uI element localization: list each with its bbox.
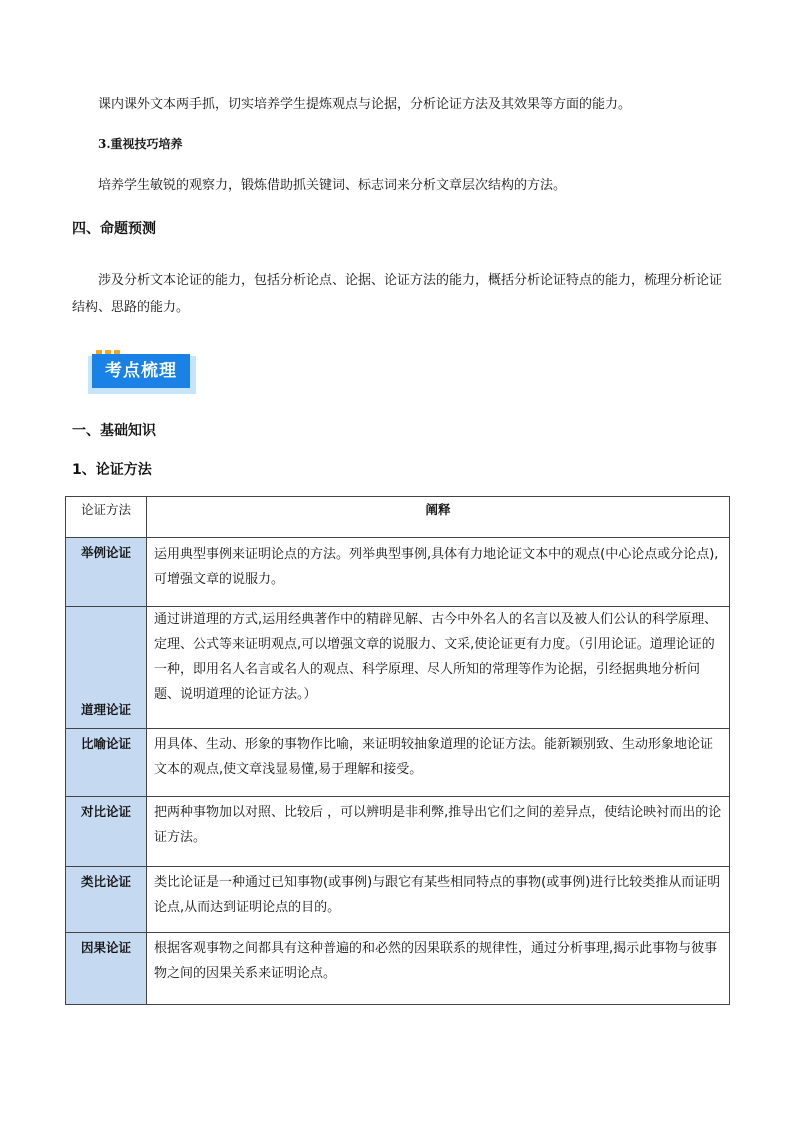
row-name: 举例论证	[66, 538, 147, 607]
table-row	[66, 607, 730, 729]
sub-heading-skills: 3.重视技巧培养	[98, 137, 183, 151]
row-desc: 类比论证是一种通过已知事物(或事例)与跟它有某些相同特点的事物(或事例)进行比较类推从而证明论点,从而达到证明论点的目的。	[147, 867, 730, 933]
table-header-name: 论证方法	[66, 497, 147, 538]
section-banner	[88, 350, 196, 394]
row-name: 类比论证	[66, 867, 147, 933]
row-desc: 把两种事物加以对照、比较后 ，可以辨明是非利弊,推导出它们之间的差异点，使结论映衬而出的论证方法。	[147, 797, 730, 867]
table-row	[66, 933, 730, 1005]
row-desc: 用具体、生动、形象的事物作比喻，来证明较抽象道理的论证方法。能新颖别致、生动形象地论证文本的观点,使文章浅显易懂,易于理解和接受。	[147, 729, 730, 797]
row-name: 因果论证	[66, 933, 147, 1005]
skills-paragraph: 培养学生敏锐的观察力，锻炼借助抓关键词、标志词来分析文章层次结构的方法。	[98, 178, 567, 193]
row-name: 比喻论证	[66, 729, 147, 797]
section-heading-prediction: 四、命题预测	[72, 221, 156, 237]
table-row	[66, 538, 730, 607]
methods-table	[65, 496, 730, 1005]
prediction-paragraph: 涉及分析文本论证的能力，包括分析论点、论据、论证方法的能力，概括分析论证特点的能力，梳理分析论证结构、思路的能力。	[72, 273, 723, 315]
table-header-desc: 阐释	[147, 497, 730, 538]
row-name: 道理论证	[66, 607, 147, 729]
table-row	[66, 797, 730, 867]
intro-paragraph: 课内课外文本两手抓，切实培养学生提炼观点与论据，分析论证方法及其效果等方面的能力。	[98, 97, 632, 112]
row-desc: 通过讲道理的方式,运用经典著作中的精辟见解、古今中外名人的名言以及被人们公认的科学原理、定理、公式等来证明观点,可以增强文章的说服力、文采,使论证更有力度。（引用论证。道理论证的一种，即用名人名言或名人的观点、科学原理、尽人所知的常理等作为论据，引经据典地分析问题、说明道理的论证方法。）	[147, 607, 730, 729]
row-desc: 运用典型事例来证明论点的方法。列举典型事例,具体有力地论证文本中的观点(中心论点或分论点),可增强文章的说服力。	[147, 538, 730, 607]
banner-label: 考点梳理	[92, 354, 190, 388]
section-subheading-methods: 1、论证方法	[72, 462, 152, 478]
table-header-row	[66, 497, 730, 538]
table-row	[66, 867, 730, 933]
row-name: 对比论证	[66, 797, 147, 867]
row-desc: 根据客观事物之间都具有这种普遍的和必然的因果联系的规律性，通过分析事理,揭示此事物与彼事物之间的因果关系来证明论点。	[147, 933, 730, 1005]
table-row	[66, 729, 730, 797]
section-heading-basics: 一、基础知识	[72, 423, 156, 439]
